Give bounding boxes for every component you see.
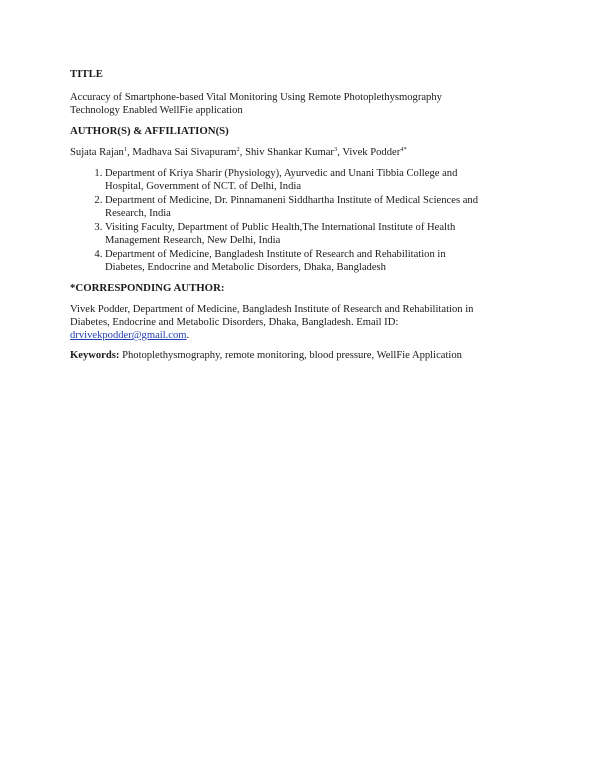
keywords <box>70 349 530 362</box>
title-heading: TITLE <box>70 68 104 80</box>
affiliation-line: Hospital, Government of NCT. of Delhi, India <box>105 181 302 192</box>
affiliation-list <box>70 167 530 274</box>
author-separator: , <box>337 147 343 158</box>
author-name: Vivek Podder <box>342 147 401 158</box>
corresponding-line-2: Diabetes, Endocrine and Metabolic Disorders, Dhaka, Bangladesh. Email ID: <box>70 317 399 328</box>
affiliation-item <box>105 194 530 220</box>
paper-title <box>70 91 530 117</box>
author-name: Shiv Shankar Kumar <box>245 147 334 158</box>
affiliation-item <box>105 248 530 274</box>
affiliation-line: Department of Medicine, Bangladesh Institute of Research and Rehabilitation in <box>105 249 446 260</box>
corresponding-author-heading: *CORRESPONDING AUTHOR: <box>70 282 225 294</box>
paper-title-line-1: Accuracy of Smartphone-based Vital Monitoring Using Remote Photoplethysmography <box>70 92 442 103</box>
corresponding-author-details <box>70 303 530 342</box>
affiliation-line: Visiting Faculty, Department of Public Health,The International Institute of Health <box>105 222 456 233</box>
author-affiliation-mark: 4* <box>400 146 407 153</box>
author-affiliation-mark: 2 <box>236 146 240 153</box>
author-separator: , <box>239 147 246 158</box>
affiliation-line: Research, India <box>105 208 171 219</box>
author-name: Madhava Sai Sivapuram <box>132 147 237 158</box>
author-affiliation-mark: 3 <box>333 146 338 153</box>
author-name: Sujata Rajan <box>70 147 124 158</box>
author-list <box>70 146 530 159</box>
affiliation-line: Department of Kriya Sharir (Physiology), Ayurvedic and Unani Tibbia College and <box>105 168 458 179</box>
keywords-text: Photoplethysmography, remote monitoring, blood pressure, WellFie Application <box>119 350 462 361</box>
affiliation-line: Department of Medicine, Dr. Pinnamaneni Siddhartha Institute of Medical Sciences and <box>105 195 479 206</box>
author <box>342 147 406 158</box>
affiliation-item <box>105 221 530 247</box>
author-separator: , <box>127 147 133 158</box>
affiliation-line: Management Research, New Delhi, India <box>105 235 281 246</box>
keywords-label: Keywords: <box>70 350 120 361</box>
paper-title-line-2: Technology Enabled WellFie application <box>70 105 243 116</box>
email-suffix: . <box>186 330 190 341</box>
affiliation-item <box>105 167 530 193</box>
document-page <box>70 68 530 362</box>
author-affiliation-mark: 1 <box>123 146 128 153</box>
author <box>70 147 132 158</box>
corresponding-line-1: Vivek Podder, Department of Medicine, Bangladesh Institute of Research and Rehabilitation in <box>70 304 474 315</box>
author <box>132 147 245 158</box>
author <box>245 147 342 158</box>
email-link[interactable]: drvivekpodder@gmail.com <box>70 330 187 341</box>
affiliation-line: Diabetes, Endocrine and Metabolic Disorders, Dhaka, Bangladesh <box>105 262 386 273</box>
authors-heading: AUTHOR(S) & AFFILIATION(S) <box>70 125 229 137</box>
